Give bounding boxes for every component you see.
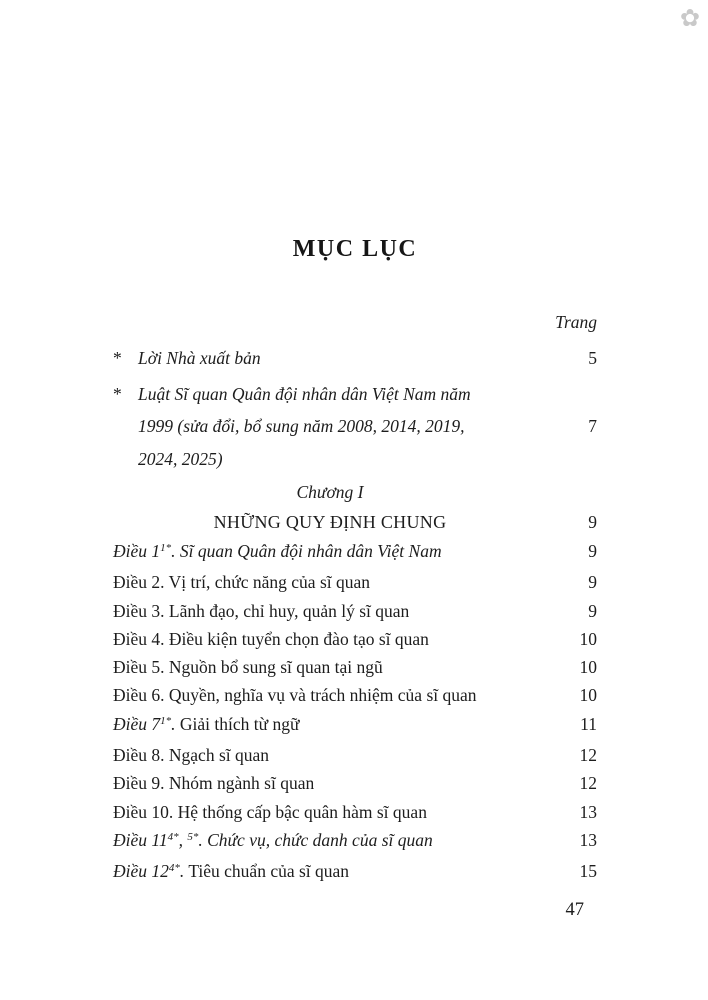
article-title bbox=[113, 741, 557, 769]
article-footnote-superscript: 1* bbox=[160, 542, 172, 554]
article-title bbox=[113, 568, 557, 596]
chapter-label: Chương I bbox=[296, 482, 364, 502]
chapter-title: NHỮNG QUY ĐỊNH CHUNG bbox=[213, 512, 447, 532]
chapter-label-row bbox=[113, 478, 597, 506]
toc-article-row bbox=[113, 798, 597, 826]
toc-article-row bbox=[113, 741, 597, 769]
front-item-line: Lời Nhà xuất bản bbox=[138, 348, 261, 368]
article-text-segment: Điều 7 bbox=[113, 713, 161, 734]
front-item-line: Luật Sĩ quan Quân đội nhân dân Việt Nam năm bbox=[138, 383, 471, 404]
article-title bbox=[113, 710, 557, 741]
article-text-segment: Điều 12 bbox=[113, 861, 169, 882]
toc-article-row bbox=[113, 597, 597, 625]
front-matter-item bbox=[113, 378, 597, 476]
article-footnote-superscript: 5* bbox=[187, 830, 199, 843]
front-item-page-number: 7 bbox=[588, 416, 597, 436]
toc-article-row bbox=[113, 653, 597, 681]
article-text-segment: Điều 6. Quyền, nghĩa vụ và trách nhiệm của sĩ quan bbox=[113, 685, 477, 706]
article-text-segment: Điều 3. Lãnh đạo, chỉ huy, quản lý sĩ quan bbox=[113, 600, 410, 621]
front-item-bullet: * bbox=[113, 383, 122, 404]
article-text-segment: Điều 9. Nhóm ngành sĩ quan bbox=[113, 773, 315, 794]
article-page-number: 13 bbox=[579, 801, 597, 822]
article-page-number: 12 bbox=[579, 773, 597, 794]
article-text-segment: . bbox=[179, 861, 185, 882]
article-text-segment: Điều 10. Hệ thống cấp bậc quân hàm sĩ quan bbox=[113, 801, 427, 822]
article-text-segment: Giải thích từ ngữ bbox=[175, 713, 300, 734]
front-item-line: 1999 (sửa đổi, bổ sung năm 2008, 2014, 2019, bbox=[138, 416, 465, 436]
toc-article-row bbox=[113, 769, 597, 797]
article-page-number: 15 bbox=[579, 861, 597, 882]
article-page-number: 12 bbox=[579, 745, 597, 766]
chapter-page-number: 9 bbox=[588, 512, 597, 532]
article-footnote-superscript: 4* bbox=[167, 830, 179, 843]
toc-article-row bbox=[113, 710, 597, 741]
article-text-segment: . Sĩ quan Quân đội nhân dân Việt Nam bbox=[171, 541, 442, 561]
front-item-bullet: * bbox=[113, 348, 122, 368]
article-text-segment: Điều 1 bbox=[113, 541, 161, 561]
article-text-segment: Tiêu chuẩn của sĩ quan bbox=[184, 861, 350, 882]
front-matter-list bbox=[113, 342, 597, 475]
article-page-number: 9 bbox=[588, 600, 597, 621]
article-page-number: 11 bbox=[580, 713, 597, 734]
front-item-text bbox=[138, 378, 557, 476]
article-page-number: 10 bbox=[579, 657, 597, 678]
article-page-number: 10 bbox=[579, 685, 597, 706]
article-title bbox=[113, 798, 557, 826]
front-item-line: 2024, 2025) bbox=[138, 448, 223, 469]
article-page-number: 9 bbox=[588, 541, 597, 561]
toc-article-row bbox=[113, 625, 597, 653]
article-text-segment: Điều 2. Vị trí, chức năng của sĩ quan bbox=[113, 572, 371, 593]
toc-article-row bbox=[113, 857, 597, 888]
article-footnote-superscript: 4* bbox=[168, 862, 180, 875]
page-column-header: Trang bbox=[555, 312, 597, 332]
front-matter-item bbox=[113, 342, 597, 375]
article-title bbox=[113, 769, 557, 797]
toc-article-row bbox=[113, 537, 597, 568]
toc-article-row bbox=[113, 681, 597, 709]
article-footnote-superscript: 1* bbox=[160, 714, 172, 727]
article-text-segment: Điều 8. Ngạch sĩ quan bbox=[113, 745, 270, 766]
article-text-segment: Điều 11 bbox=[113, 829, 168, 850]
toc-article-row bbox=[113, 826, 597, 857]
article-title bbox=[113, 597, 557, 625]
article-list bbox=[113, 537, 597, 889]
article-text-segment: . bbox=[171, 713, 176, 734]
page-title: MỤC LỤC bbox=[292, 236, 418, 262]
article-title bbox=[113, 826, 557, 857]
article-title bbox=[113, 857, 557, 888]
article-title bbox=[113, 625, 557, 653]
toc-article-row bbox=[113, 568, 597, 596]
article-text-segment: Điều 4. Điều kiện tuyển chọn đào tạo sĩ quan bbox=[113, 628, 429, 649]
article-page-number: 9 bbox=[588, 572, 597, 593]
article-title bbox=[113, 681, 557, 709]
folio-page-number: 47 bbox=[565, 899, 584, 920]
flower-ornament-icon: ✿ bbox=[679, 4, 700, 32]
article-text-segment: , bbox=[178, 829, 188, 850]
article-title bbox=[113, 537, 557, 568]
article-page-number: 13 bbox=[579, 829, 597, 850]
front-item-page-number: 5 bbox=[588, 348, 597, 368]
article-page-number: 10 bbox=[579, 628, 597, 649]
article-title bbox=[113, 653, 557, 681]
chapter-title-row bbox=[113, 508, 597, 536]
front-item-text bbox=[138, 342, 557, 375]
article-text-segment: Điều 5. Nguồn bổ sung sĩ quan tại ngũ bbox=[113, 657, 383, 678]
article-text-segment: . Chức vụ, chức danh của sĩ quan bbox=[198, 829, 433, 850]
